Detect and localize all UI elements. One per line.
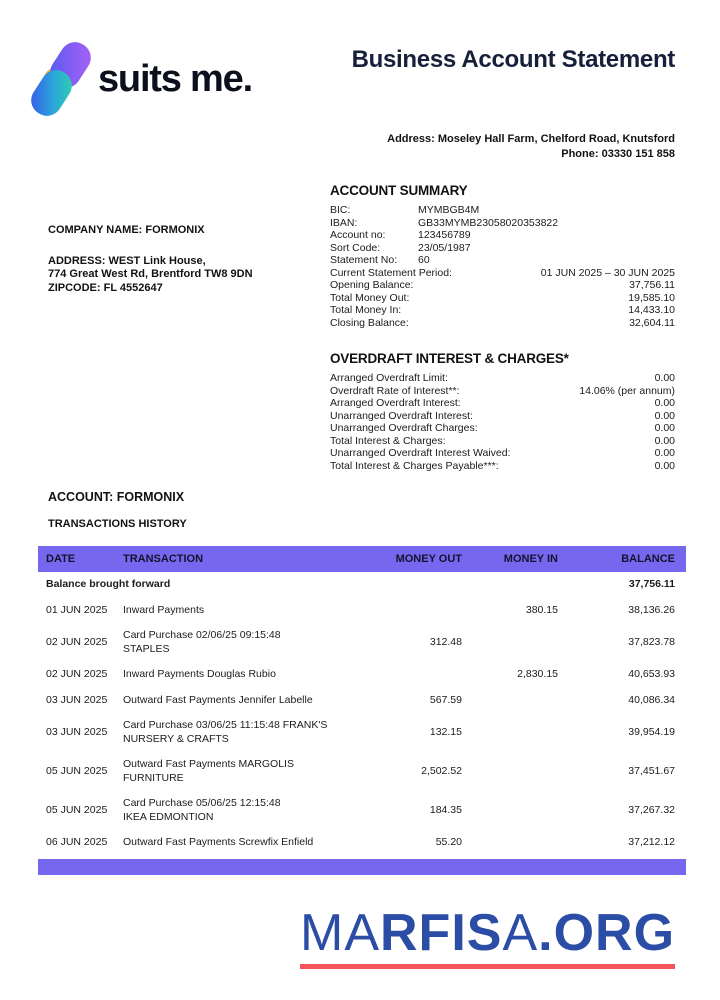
balance-cell: 40,086.34 — [628, 693, 675, 706]
field-value: 19,585.10 — [628, 291, 675, 304]
summary-row-period — [330, 267, 675, 280]
description-cell — [123, 758, 377, 785]
description-line2: IKEA EDMONTION — [123, 810, 214, 823]
description-cell — [123, 836, 377, 850]
description-line2: NURSERY & CRAFTS — [123, 732, 229, 745]
date-cell: 02 JUN 2025 — [46, 668, 108, 680]
column-header-date: DATE — [46, 553, 76, 565]
description-line1: Card Purchase 05/06/25 12:15:48 — [123, 797, 281, 809]
marfisa-segment: A — [502, 904, 539, 962]
money-out-cell: 2,502.52 — [421, 764, 462, 777]
date-cell: 01 JUN 2025 — [46, 603, 108, 616]
field-label: Unarranged Overdraft Charges: — [330, 422, 478, 434]
transaction-row — [38, 688, 686, 714]
field-label: Current Statement Period: — [330, 266, 452, 279]
description-line1: Outward Fast Payments MARGOLIS — [123, 758, 294, 770]
field-value: 60 — [418, 254, 430, 266]
transaction-row — [38, 662, 686, 688]
overdraft-row-rate — [330, 385, 675, 398]
description-cell — [123, 668, 377, 682]
summary-row-total-money-in — [330, 304, 675, 317]
field-label: Unarranged Overdraft Interest Waived: — [330, 447, 511, 459]
transaction-row — [38, 713, 686, 752]
date-cell: 05 JUN 2025 — [46, 803, 108, 816]
company-info-block — [48, 224, 253, 295]
company-address-line1: ADDRESS: WEST Link House, — [48, 254, 206, 267]
field-value: 14,433.10 — [628, 304, 675, 316]
table-footer-bar — [38, 859, 686, 875]
date-cell: 06 JUN 2025 — [46, 836, 108, 848]
field-label: Overdraft Rate of Interest**: — [330, 384, 460, 397]
description-line1: Inward Payments — [123, 603, 205, 616]
summary-row-total-money-out — [330, 292, 675, 305]
field-label: Closing Balance: — [330, 316, 409, 329]
overdraft-row-limit — [330, 372, 675, 385]
spacer — [48, 238, 253, 255]
field-value: 01 JUN 2025 – 30 JUN 2025 — [540, 266, 675, 279]
money-in-cell: 2,830.15 — [517, 668, 558, 680]
description-line2: STAPLES — [123, 642, 170, 655]
overdraft-row-arranged-interest — [330, 397, 675, 410]
overdraft-title: OVERDRAFT INTEREST & CHARGES* — [330, 351, 569, 366]
balance-cell: 39,954.19 — [628, 725, 675, 738]
column-header-money-in: MONEY IN — [503, 553, 558, 565]
field-label: Total Interest & Charges Payable***: — [330, 459, 499, 472]
field-label: IBAN: — [330, 216, 358, 229]
balance-cell: 37,756.11 — [628, 578, 675, 590]
column-header-money-out: MONEY OUT — [395, 553, 462, 565]
transaction-row — [38, 791, 686, 830]
overdraft-row-payable — [330, 460, 675, 473]
document-title: Business Account Statement — [351, 46, 675, 73]
overdraft-section — [330, 351, 675, 472]
field-value: 0.00 — [654, 459, 675, 472]
bank-address-line: Address: Moseley Hall Farm, Chelford Road, Knutsford — [387, 133, 675, 145]
field-label: Arranged Overdraft Limit: — [330, 372, 448, 384]
summary-row-iban — [330, 217, 675, 230]
date-cell: 02 JUN 2025 — [46, 635, 108, 648]
field-value: 123456789 — [418, 229, 471, 241]
field-value: GB33MYMB23058020353822 — [418, 216, 559, 229]
summary-row-sort-code — [330, 242, 675, 255]
field-label: Total Interest & Charges: — [330, 434, 446, 447]
money-out-cell: 312.48 — [429, 635, 462, 648]
field-value: 32,604.11 — [629, 316, 675, 329]
company-name-line: COMPANY NAME: FORMONIX — [48, 224, 205, 236]
description-line1: Card Purchase 02/06/25 09:15:48 — [123, 629, 281, 641]
money-out-cell: 184.35 — [429, 803, 462, 816]
balance-cell: 40,653.93 — [628, 668, 675, 680]
brand-wordmark: suits me. — [98, 57, 252, 100]
date-cell: 05 JUN 2025 — [46, 764, 108, 777]
description-cell — [123, 629, 377, 656]
company-zipcode-line: ZIPCODE: FL 4552647 — [48, 281, 163, 294]
description-line1: Outward Fast Payments Jennifer Labelle — [123, 693, 313, 706]
summary-row-statement-no — [330, 254, 675, 267]
field-label: Opening Balance: — [330, 279, 414, 291]
field-label: BIC: — [330, 204, 351, 216]
description-line2: FURNITURE — [123, 771, 184, 784]
transaction-row — [38, 830, 686, 856]
field-label: Total Money Out: — [330, 291, 410, 304]
balance-cell: 37,267.32 — [628, 803, 675, 816]
overdraft-row-unarranged-charges — [330, 422, 675, 435]
field-value: 0.00 — [654, 372, 675, 384]
overdraft-row-unarranged-interest — [330, 410, 675, 423]
suits-me-s-icon — [33, 42, 91, 116]
money-out-cell: 132.15 — [429, 725, 462, 738]
summary-row-closing-balance — [330, 317, 675, 330]
transaction-row — [38, 598, 686, 624]
field-value: 0.00 — [654, 434, 675, 447]
summary-row-bic — [330, 204, 675, 217]
marfisa-logo — [300, 904, 675, 969]
description-line1: Inward Payments Douglas Rubio — [123, 668, 276, 680]
account-summary-section — [330, 183, 675, 329]
account-summary-title: ACCOUNT SUMMARY — [330, 183, 468, 198]
transaction-row — [38, 623, 686, 662]
column-header-balance: BALANCE — [621, 553, 675, 565]
money-out-cell: 55.20 — [435, 836, 462, 848]
balance-cell: 37,823.78 — [628, 635, 675, 648]
field-label: Arranged Overdraft Interest: — [330, 397, 461, 409]
transactions-table — [38, 546, 686, 875]
balance-cell: 38,136.26 — [628, 603, 675, 616]
date-cell: 03 JUN 2025 — [46, 725, 108, 738]
field-value: 0.00 — [654, 422, 675, 434]
overdraft-row-total-interest — [330, 435, 675, 448]
account-heading: ACCOUNT: FORMONIX — [48, 490, 185, 504]
description-line1: Card Purchase 03/06/25 11:15:48 FRANK'S — [123, 719, 328, 731]
balance-cell: 37,451.67 — [628, 764, 675, 777]
field-value: MYMBGB4M — [418, 204, 480, 216]
field-value: 0.00 — [654, 397, 675, 409]
bbf-label: Balance brought forward — [46, 578, 171, 590]
balance-brought-forward-row — [38, 572, 686, 598]
money-in-cell: 380.15 — [525, 603, 558, 616]
marfisa-segment: .ORG — [538, 904, 676, 962]
description-cell — [123, 694, 377, 708]
bank-phone-line: Phone: 03330 151 858 — [561, 148, 675, 160]
description-cell — [123, 797, 377, 824]
description-cell — [123, 719, 377, 746]
field-label: Unarranged Overdraft Interest: — [330, 409, 473, 422]
bank-contact-block — [387, 132, 675, 162]
field-value: 37,756.11 — [629, 279, 675, 291]
field-value: 23/05/1987 — [418, 241, 471, 254]
field-value: 0.00 — [654, 447, 675, 459]
field-label: Statement No: — [330, 254, 398, 266]
description-line1: Outward Fast Payments Screwfix Enfield — [123, 836, 314, 848]
field-label: Account no: — [330, 229, 386, 241]
marfisa-segment: RFIS — [380, 904, 503, 962]
transactions-table-header — [38, 546, 686, 572]
field-label: Sort Code: — [330, 241, 381, 254]
transactions-history-heading: TRANSACTIONS HISTORY — [48, 518, 187, 530]
field-value: 0.00 — [654, 409, 675, 422]
column-header-transaction: TRANSACTION — [123, 553, 204, 565]
date-cell: 03 JUN 2025 — [46, 693, 108, 706]
money-out-cell: 567.59 — [429, 693, 462, 706]
balance-cell: 37,212.12 — [628, 836, 675, 848]
footer-watermark — [300, 904, 675, 969]
field-value: 14.06% (per annum) — [579, 384, 675, 397]
field-label: Total Money In: — [330, 304, 402, 316]
company-address-line2: 774 Great West Rd, Brentford TW8 9DN — [48, 268, 253, 280]
description-cell — [123, 604, 377, 618]
suits-me-logo — [33, 42, 252, 116]
overdraft-row-waived — [330, 447, 675, 460]
summary-row-account-no — [330, 229, 675, 242]
transaction-row — [38, 752, 686, 791]
marfisa-segment: MA — [300, 904, 380, 962]
summary-row-opening-balance — [330, 279, 675, 292]
